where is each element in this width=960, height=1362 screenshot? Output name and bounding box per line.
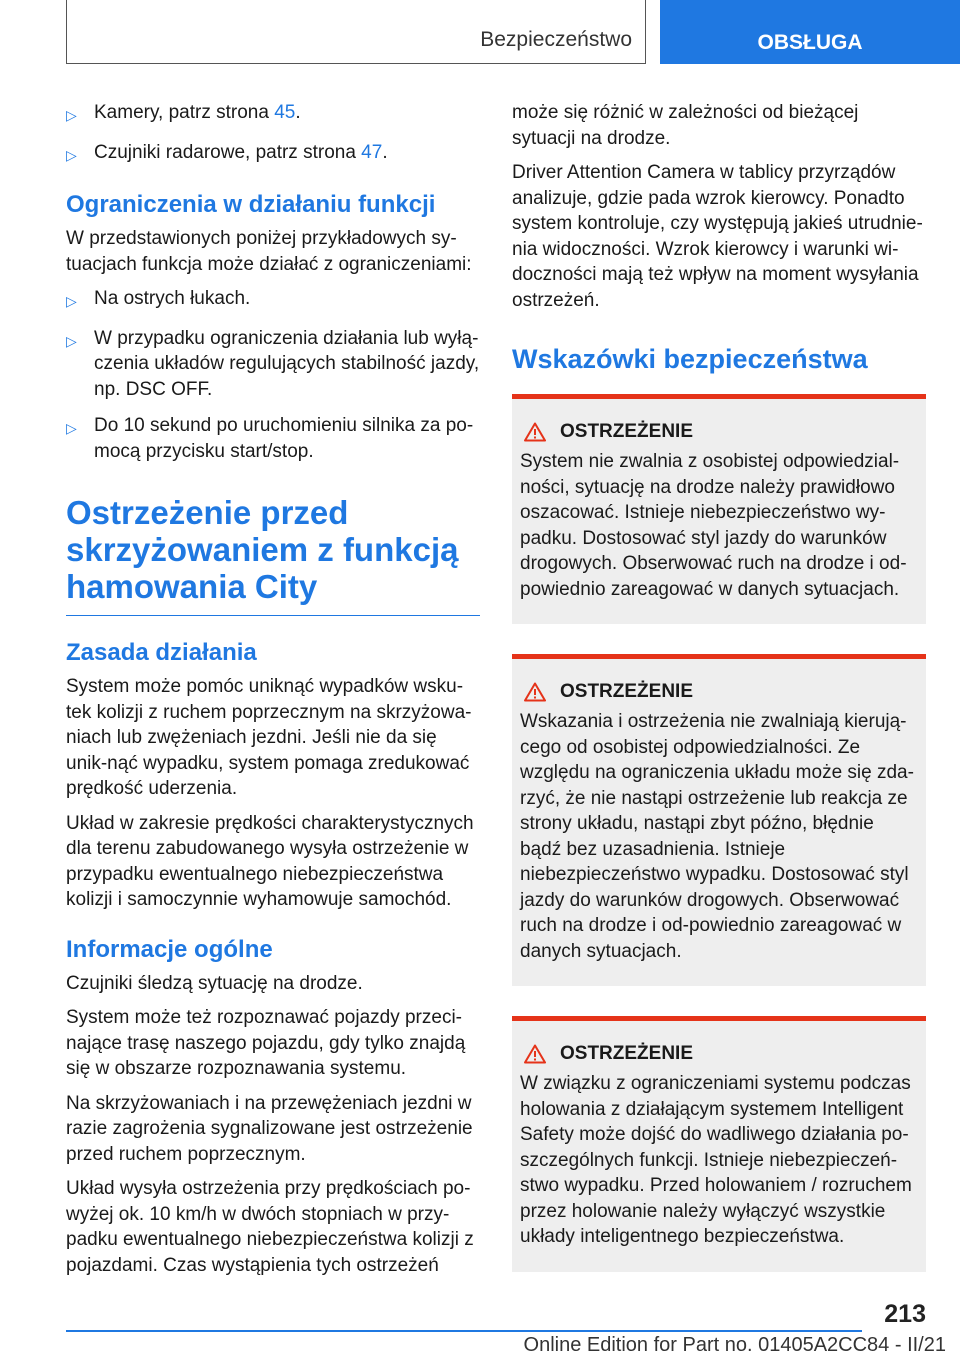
list-item: ▷ W przypadku ograniczenia działania lub wyłą-czenia układów regulujących stabilność jazdy, np. DSC OFF. (66, 326, 480, 403)
paragraph: może się różnić w zależności od bieżącej sytuacji na drodze. (512, 102, 859, 149)
warning-text: W związku z ograniczeniami systemu podczas holowania z działającym systemem Intelligent Safety może dojść do wadliwego działania po-szczególnych funkcji. Istnieje niebezpieczeń-stwo wypadku. Przed holowaniem / rozruchem przez holowanie należy wyłączyć wszystkie układy inteligentnego bezpieczeństwa. (520, 1073, 912, 1247)
warning-box (512, 394, 926, 624)
triangle-bullet-icon: ▷ (66, 146, 77, 163)
page-link[interactable]: 45 (274, 102, 296, 123)
paragraph: System może pomóc uniknąć wypadków wsku-tek kolizji z ruchem poprzecznym na skrzyżowa-niach lub zwężeniach jezdni. Jeśli nie da się unik-nąć wypadku, system pomaga zredukować prędkość uderzenia. (66, 676, 472, 799)
safety-heading: Wskazówki bezpieczeństwa (512, 344, 868, 374)
warning-title: OSTRZEŻENIE (560, 681, 694, 702)
warning-text: Wskazania i ostrzeżenia nie zwalniają kierują-cego od osobistej odpowiedzialności. Ze względu na ograniczenia układu może się zda-rzyć, że nie nastąpi ostrzeżenie lub reakcja ze strony układu, nastąpi zbyt późno, błędnie bądź bez uzasadnienia. Istnieje niebezpieczeństwo wypadku. Dostosować styl jazdy do warunków drogowych. Obserwować ruch na drodze i od-powiednio zareagować w danych sytuacjach. (520, 711, 914, 962)
page-number: 213 (884, 1300, 926, 1328)
list-item: ▷ Kamery, patrz strona 45. (66, 100, 480, 129)
paragraph: System może też rozpoznawać pojazdy przeci-nające trasę naszego pojazdu, gdy tylko znajdą się w obszarze rozpoznawania systemu. (66, 1007, 466, 1079)
triangle-bullet-icon: ▷ (66, 420, 77, 436)
page-link[interactable]: 47 (361, 141, 383, 163)
warning-triangle-icon (524, 682, 546, 702)
warning-text: System nie zwalnia z osobistej odpowiedzial-ności, sytuację na drodze należy prawidłowo oszacować. Istnieje niebezpieczeństwo wy-padku. Dostosować styl jazdy do warunków drogowych. Obserwować ruch na drodze i od-powiednio zareagować w danych sytuacjach. (520, 451, 907, 600)
main-heading: Ostrzeżenie przed skrzyżowaniem z funkcją hamowania City (66, 494, 480, 616)
header-section-title: Bezpieczeństwo (480, 28, 632, 51)
left-column (66, 100, 480, 1287)
paragraph: Czujniki śledzą sytuację na drodze. (66, 972, 363, 994)
triangle-bullet-icon: ▷ (66, 293, 77, 309)
footer-edition: Online Edition for Part no. 01405A2CC84 - II/21 (523, 1334, 946, 1356)
paragraph: Układ w zakresie prędkości charakterystycznych dla terenu zabudowanego wysyła ostrzeżenie w przypadku ewentualnego niebezpieczeństwa kolizji i samoczynnie wyhamowuje samochód. (66, 812, 474, 910)
list-item: ▷ Czujniki radarowe, patrz strona 47. (66, 140, 480, 169)
paragraph: Układ wysyła ostrzeżenia przy prędkościach po-wyżej ok. 10 km/h w dwóch stopniach w przy-padku ewentualnego niebezpieczeństwa kolizji z pojazdami. Czas wystąpienia tych ostrzeżeń (66, 1178, 474, 1276)
footer-divider (66, 1330, 862, 1332)
warning-box (512, 654, 926, 986)
principle-heading: Zasada działania (66, 639, 257, 666)
limits-heading: Ograniczenia w działaniu funkcji (66, 191, 436, 218)
warning-triangle-icon (524, 422, 546, 442)
list-item: ▷ Na ostrych łukach. (66, 286, 480, 315)
right-column (512, 100, 926, 1302)
warning-triangle-icon (524, 1044, 546, 1064)
paragraph: Na skrzyżowaniach i na przewężeniach jezdni w razie zagrożenia sygnalizowane jest ostrzeżenie przed ruchem poprzecznym. (66, 1092, 473, 1165)
triangle-bullet-icon: ▷ (66, 332, 77, 349)
limits-intro: W przedstawionych poniżej przykładowych sy-tuacjach funkcja może działać z ograniczeniami: (66, 228, 472, 275)
paragraph: Driver Attention Camera w tablicy przyrządów analizuje, gdzie pada wzrok kierowcy. Ponadto system kontroluje, czy występują jakieś utrudnie-nia widoczności. Wzrok kierowcy i warunki wi-doczności mają też wpływ na moment wysyłania ostrzeżeń. (512, 162, 923, 311)
general-heading: Informacje ogólne (66, 935, 273, 963)
warning-box (512, 1016, 926, 1272)
triangle-bullet-icon: ▷ (66, 107, 77, 123)
warning-title: OSTRZEŻENIE (560, 421, 694, 442)
header-chapter-tab[interactable]: OBSŁUGA (660, 0, 960, 64)
warning-title: OSTRZEŻENIE (560, 1043, 694, 1064)
list-item: ▷ Do 10 sekund po uruchomieniu silnika za po-mocą przycisku start/stop. (66, 413, 480, 464)
